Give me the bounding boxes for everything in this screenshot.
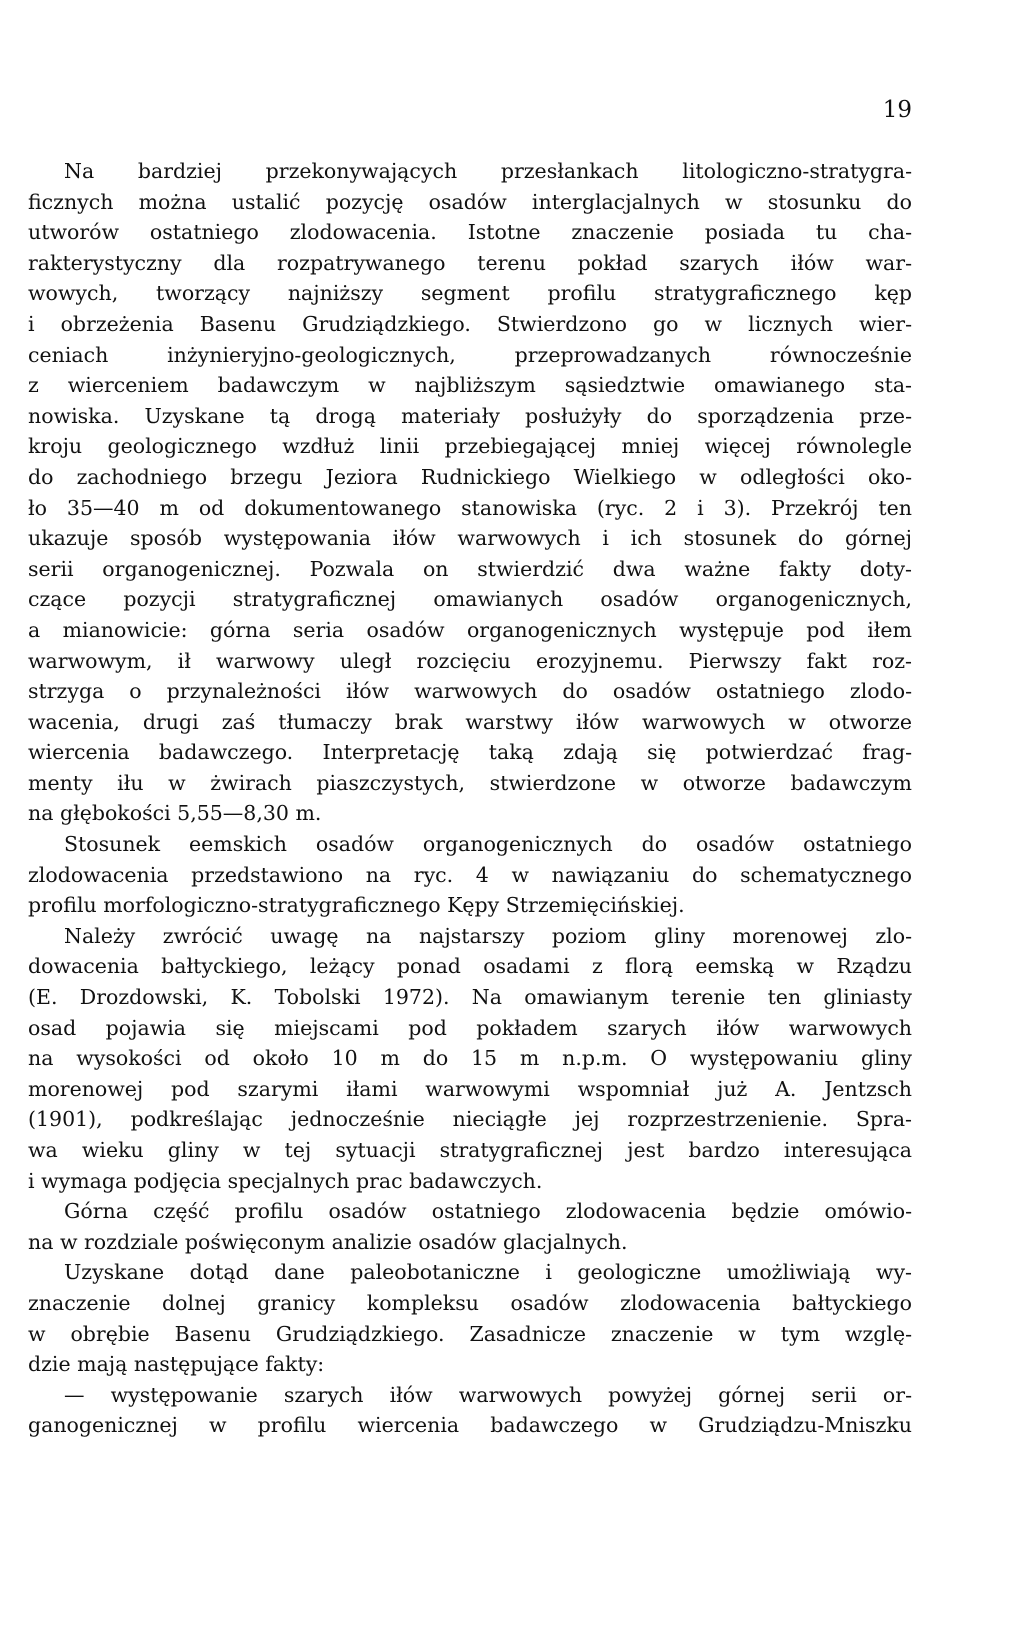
text-line: — występowanie szarych iłów warwowych powyżej górnej serii or- [64, 1382, 912, 1407]
text-line: znaczenie dolnej granicy kompleksu osadów zlodowacenia bałtyckiego [28, 1290, 912, 1315]
text-line: rakterystyczny dla rozpatrywanego terenu pokład szarych iłów war- [28, 250, 912, 275]
text-line: ukazuje sposób występowania iłów warwowych i ich stosunek do górnej [28, 526, 912, 551]
text-line: na w rozdziale poświęconym analizie osadów glacjalnych. [28, 1229, 628, 1254]
text-line: Na bardziej przekonywających przesłankach litologiczno-stratygra- [64, 159, 912, 183]
text-line: utworów ostatniego zlodowacenia. Istotne znaczenie posiada tu cha- [28, 220, 912, 245]
text-line: na wysokości od około 10 m do 15 m n.p.m. O występowaniu gliny [28, 1046, 912, 1071]
text-line: i wymaga podjęcia specjalnych prac badawczych. [28, 1168, 543, 1193]
text-line: ganogenicznej w profilu wiercenia badawczego w Grudziądzu-Mniszku [28, 1413, 912, 1438]
text-line: a mianowicie: górna seria osadów organogenicznych występuje pod iłem [28, 617, 912, 642]
text-line: z wierceniem badawczym w najbliższym sąsiedztwie omawianego sta- [28, 373, 912, 398]
text-line: ficznych można ustalić pozycję osadów interglacjalnych w stosunku do [28, 189, 912, 214]
text-line: Stosunek eemskich osadów organogenicznych do osadów ostatniego [64, 832, 912, 857]
text-line: dzie mają następujące fakty: [28, 1352, 325, 1377]
text-line: nowiska. Uzyskane tą drogą materiały posłużyły do sporządzenia prze- [28, 403, 912, 428]
text-line: dowacenia bałtyckiego, leżący ponad osadami z florą eemską w Rządzu [28, 954, 912, 979]
text-line: Górna część profilu osadów ostatniego zlodowacenia będzie omówio- [64, 1199, 912, 1224]
text-line: (E. Drozdowski, K. Tobolski 1972). Na omawianym terenie ten gliniasty [28, 985, 912, 1010]
body-text [28, 156, 912, 1441]
page-number: 19 [882, 97, 912, 123]
text-line: ceniach inżynieryjno-geologicznych, przeprowadzanych równocześnie [28, 342, 912, 367]
text-line: ło 35—40 m od dokumentowanego stanowiska (ryc. 2 i 3). Przekrój ten [28, 495, 912, 520]
text-line: serii organogenicznej. Pozwala on stwierdzić dwa ważne fakty doty- [28, 556, 912, 581]
text-line: w obrębie Basenu Grudziądzkiego. Zasadnicze znaczenie w tym wzglę- [28, 1321, 912, 1346]
text-line: profilu morfologiczno-stratygraficznego Kępy Strzemięcińskiej. [28, 893, 685, 918]
text-line: (1901), podkreślając jednocześnie nieciągłe jej rozprzestrzenienie. Spra- [28, 1107, 912, 1132]
text-line: do zachodniego brzegu Jeziora Rudnickiego Wielkiego w odległości oko- [28, 464, 912, 489]
text-line: osad pojawia się miejscami pod pokładem szarych iłów warwowych [28, 1015, 912, 1040]
text-line: warwowym, ił warwowy uległ rozcięciu erozyjnemu. Pierwszy fakt roz- [28, 648, 912, 673]
text-line: wa wieku gliny w tej sytuacji stratygraficznej jest bardzo interesująca [28, 1138, 912, 1162]
text-line: na głębokości 5,55—8,30 m. [28, 801, 322, 826]
text-line: czące pozycji stratygraficznej omawianych osadów organogenicznych, [28, 587, 912, 612]
text-line: strzyga o przynależności iłów warwowych do osadów ostatniego zlodo- [28, 679, 912, 704]
text-line: wiercenia badawczego. Interpretację taką zdają się potwierdzać frag- [28, 740, 912, 765]
text-line: kroju geologicznego wzdłuż linii przebiegającej mniej więcej równolegle [28, 434, 912, 459]
text-line: menty iłu w żwirach piaszczystych, stwierdzone w otworze badawczym [28, 770, 912, 795]
text-line: Należy zwrócić uwagę na najstarszy poziom gliny morenowej zlo- [64, 923, 912, 948]
text-line: zlodowacenia przedstawiono na ryc. 4 w nawiązaniu do schematycznego [28, 862, 912, 887]
text-line: i obrzeżenia Basenu Grudziądzkiego. Stwierdzono go w licznych wier- [28, 311, 912, 336]
text-line: wacenia, drugi zaś tłumaczy brak warstwy iłów warwowych w otworze [28, 709, 912, 734]
text-line: Uzyskane dotąd dane paleobotaniczne i geologiczne umożliwiają wy- [64, 1260, 912, 1285]
text-line: wowych, tworzący najniższy segment profilu stratygraficznego kęp [28, 281, 912, 306]
text-line: morenowej pod szarymi iłami warwowymi wspomniał już A. Jentzsch [28, 1076, 912, 1101]
